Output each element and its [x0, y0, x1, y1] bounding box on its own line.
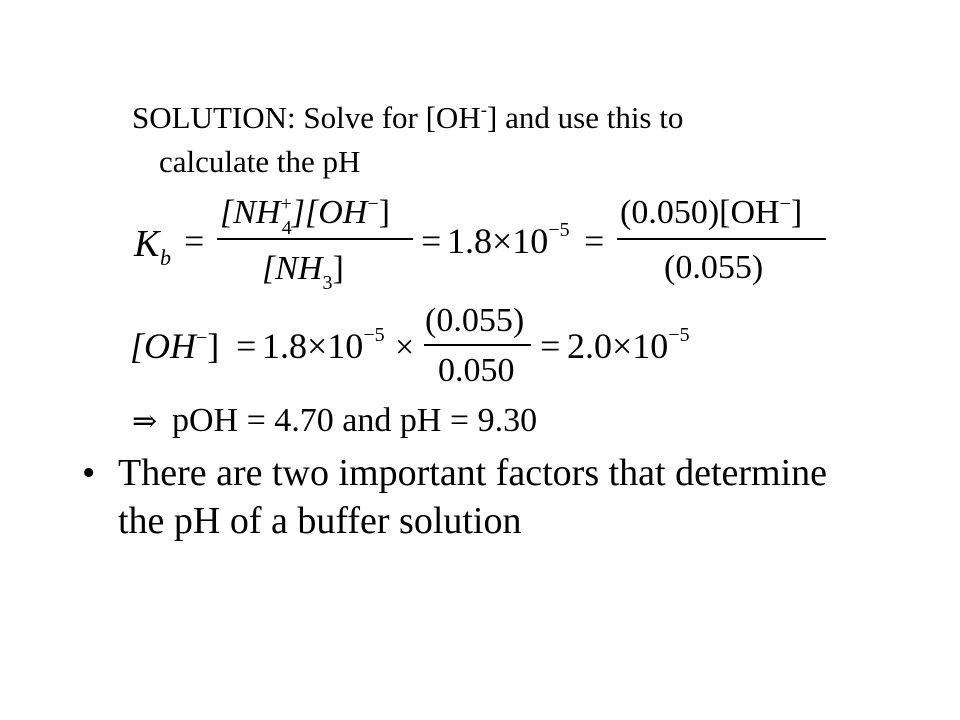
equation-ph	[132, 402, 537, 439]
eq1-equals-2: =	[421, 221, 442, 261]
bullet-symbol: •	[82, 452, 96, 494]
equation-kb	[133, 193, 826, 294]
eq1-denominator-2: (0.055)	[664, 249, 764, 286]
eq2-equals-1: =	[236, 326, 257, 366]
eq2-oh-lhs: [OH−]	[130, 326, 220, 366]
eq1-kb-value: $1.8\times 10^{-5}$	[447, 219, 570, 261]
solution-line-1-prefix: SOLUTION: Solve for [OH	[132, 100, 481, 135]
eq2-kb-value: $1.8\times 10^{-5}$	[262, 324, 385, 366]
eq2-times: ×	[395, 329, 415, 366]
eq1-numerator-nh4: [NH+ 4][OH−]	[220, 193, 390, 239]
solution-line-2: calculate the pH	[159, 144, 361, 179]
eq2-denominator: 0.050	[438, 352, 515, 389]
eq1-denominator-nh3: $[NH_3]$	[262, 250, 344, 294]
eq2-numerator: (0.055)	[425, 302, 525, 339]
ph-result-text: pOH = 4.70 and pH = 9.30	[172, 402, 538, 439]
bullet-text: There are two important factors that determine the pH of a buffer solution	[118, 452, 828, 542]
solution-superscript: -	[480, 100, 488, 121]
equation-oh	[130, 302, 690, 389]
eq2-result: $2.0\times 10^{-5}$	[567, 324, 690, 366]
kb-symbol: K	[134, 223, 160, 265]
eq2-equals-2: =	[540, 326, 561, 366]
eq1-equals-3: =	[584, 221, 605, 261]
eq1-numerator-2: (0.050)[OH−]	[620, 193, 803, 231]
implies-arrow: ⇒	[132, 405, 158, 438]
kb-subscript: b	[160, 245, 171, 270]
solution-line-1-suffix: ] and use this to	[487, 100, 684, 135]
eq1-equals-1: =	[184, 221, 205, 261]
